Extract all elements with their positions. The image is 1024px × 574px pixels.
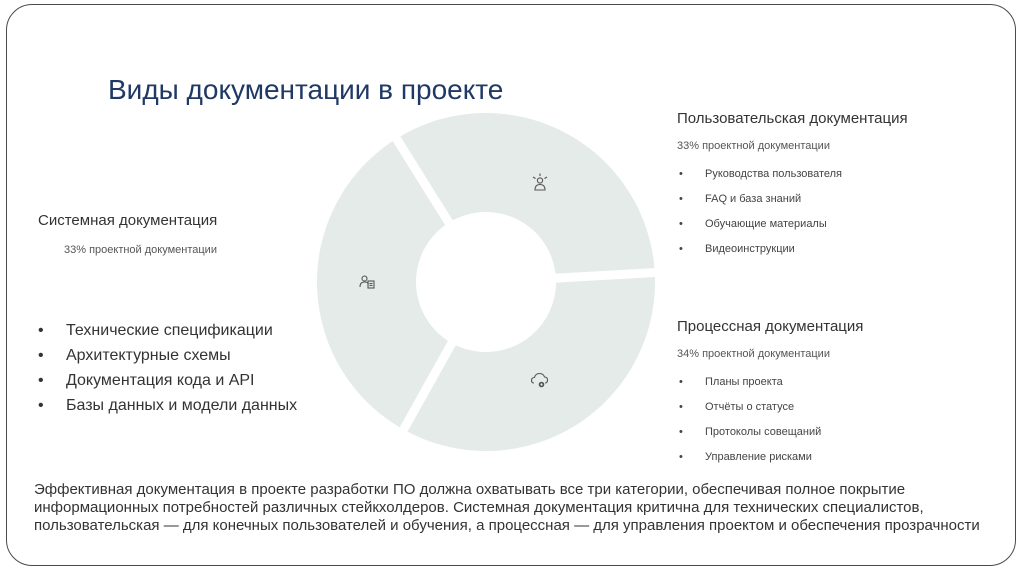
segment-system-documentation: [317, 141, 448, 427]
list-item: • Базы данных и модели данных: [36, 396, 306, 421]
process-doc-list: [677, 375, 821, 475]
system-doc-heading: Системная документация: [38, 212, 218, 229]
list-item: • Архитектурные схемы: [36, 346, 306, 371]
list-item: • Обучающие материалы: [677, 217, 842, 242]
summary-text: Эффективная документация в проекте разработки ПО должна охватывать все три категории, обеспечивая полное покрытие информационных потребностей различных стейкхолдеров. Системная документация критична для технических специалистов, пользовательская — для конечных пользователей и обучения, а процессная — для управления проектом и обеспечения прозрачности: [34, 481, 980, 534]
system-doc-share: 33% проектной документации: [64, 244, 217, 256]
user-doc-list: [677, 167, 842, 267]
list-item: • Руководства пользователя: [677, 167, 842, 192]
slide-title: Виды документации в проекте: [108, 74, 504, 105]
list-item: • Технические спецификации: [36, 321, 306, 346]
list-item: • Протоколы совещаний: [677, 425, 821, 450]
list-item: • Планы проекта: [677, 375, 821, 400]
donut-diagram: [316, 112, 656, 452]
list-item: • Видеоинструкции: [677, 242, 842, 267]
user-doc-heading: Пользовательская документация: [677, 110, 908, 127]
user-doc-share: 33% проектной документации: [677, 140, 830, 152]
list-item: • FAQ и база знаний: [677, 192, 842, 217]
process-doc-heading: Процессная документация: [677, 318, 864, 335]
list-item: • Отчёты о статусе: [677, 400, 821, 425]
segment-process-documentation: [408, 277, 655, 451]
segment-user-documentation: [400, 113, 654, 274]
list-item: • Документация кода и API: [36, 371, 306, 396]
process-doc-share: 34% проектной документации: [677, 348, 830, 360]
list-item: • Управление рисками: [677, 450, 821, 475]
system-doc-list: [36, 321, 306, 421]
